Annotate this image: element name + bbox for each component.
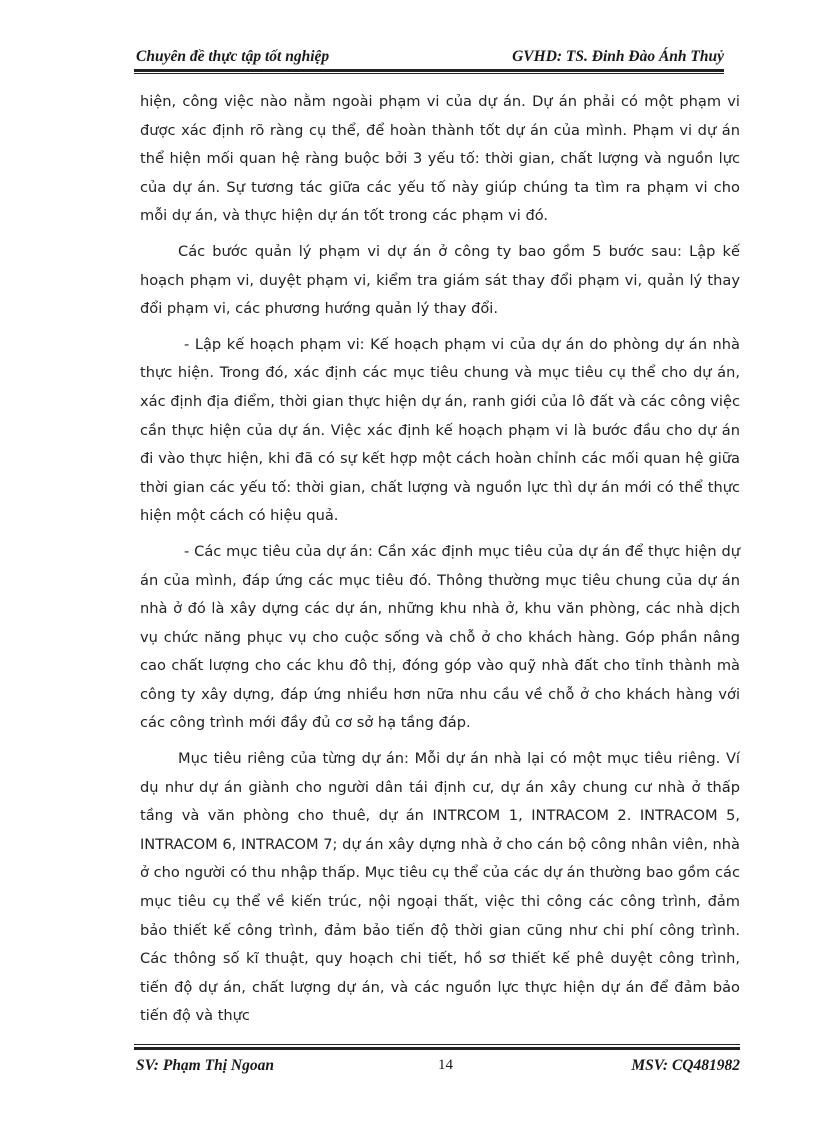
- page-footer: [134, 1044, 740, 1084]
- header-supervisor: GVHD: TS. Đinh Đào Ánh Thuỷ: [512, 48, 724, 65]
- page-number: 14: [438, 1057, 453, 1073]
- footer-rule-thin: [134, 1044, 740, 1045]
- paragraph-1: hiện, công việc nào nằm ngoài phạm vi của dự án. Dự án phải có một phạm vi được xác định rõ ràng cụ thể, để hoàn thành tốt dự án của mình. Phạm vi dự án thể hiện mối quan hệ ràng buộc bởi 3 yếu tố: thời gian, chất lượng và nguồn lực của dự án. Sự tương tác giữa các yếu tố này giúp chúng ta tìm ra phạm vi cho mỗi dự án, và thực hiện dự án tốt trong các phạm vi đó.: [140, 93, 740, 225]
- paragraph-3: - Lập kế hoạch phạm vi: Kế hoạch phạm vi của dự án do phòng dự án nhà thực hiện. Trong đó, xác định các mục tiêu chung và mục tiêu cụ thể cho dự án, xác định địa điểm, thời gian thực hiện dự án, ranh giới của lô đất và các công việc cần thực hiện của dự án. Việc xác định kế hoạch phạm vi là bước đầu cho dự án đi vào thực hiện, khi đã có sự kết hợp một cách hoàn chỉnh các mối quan hệ giữa thời gian các yếu tố: thời gian, chất lượng và nguồn lực thì dự án mới có thể thực hiện một cách có hiệu quả.: [140, 335, 740, 525]
- paragraph-2: Các bước quản lý phạm vi dự án ở công ty bao gồm 5 bước sau: Lập kế hoạch phạm vi, duyệt phạm vi, kiểm tra giám sát thay đổi phạm vi, quản lý thay đổi phạm vi, các phương hướng quản lý thay đổi.: [140, 242, 740, 318]
- paragraph-4: - Các mục tiêu của dự án: Cần xác định mục tiêu của dự án để thực hiện dự án của mình, đáp ứng các mục tiêu đó. Thông thường mục tiêu chung của dự án nhà ở đó là xây dựng các dự án, những khu nhà ở, khu văn phòng, các nhà dịch vụ chức năng phục vụ cho cuộc sống và chỗ ở cho khách hàng. Góp phần nâng cao chất lượng cho các khu đô thị, đóng góp vào quỹ nhà đất cho tỉnh thành mà công ty xây dựng, đáp ứng nhiều hơn nữa nhu cầu về chỗ ở cho khách hàng với các công trình mới đầy đủ cơ sở hạ tầng đáp.: [140, 542, 740, 732]
- paragraph-5: Mục tiêu riêng của từng dự án: Mỗi dự án nhà lại có một mục tiêu riêng. Ví dụ như dự án giành cho người dân tái định cư, dự án xây chung cư nhà ở thấp tầng và văn phòng cho thuê, dự án INTRCOM 1, INTRACOM 2. INTRACOM 5, INTRACOM 6, INTRACOM 7; dự án xây dựng nhà ở cho cán bộ công nhân viên, nhà ở cho người có thu nhập thấp. Mục tiêu cụ thể của các dự án thường bao gồm các mục tiêu cụ thể về kiến trúc, nội ngoại thất, việc thi công các công trình, đảm bảo thiết kế công trình, đảm bảo tiến độ thời gian cũng như chi phí công trình. Các thông số kĩ thuật, quy hoạch chi tiết, hồ sơ thiết kế phê duyệt công trình, tiến độ dự án, chất lượng dự án, và các nguồn lực thực hiện dự án để đảm bảo tiến độ và thực: [140, 750, 740, 1025]
- header-course-title: Chuyên đề thực tập tốt nghiệp: [136, 48, 330, 65]
- body-text: [140, 88, 740, 1038]
- header-rule-thick: [134, 69, 724, 72]
- page-header: [134, 44, 724, 70]
- header-rule-thin: [134, 73, 724, 74]
- footer-rule-thick: [134, 1047, 740, 1050]
- footer-student-name: SV: Phạm Thị Ngoan: [136, 1057, 274, 1074]
- footer-student-id: MSV: CQ481982: [631, 1057, 740, 1074]
